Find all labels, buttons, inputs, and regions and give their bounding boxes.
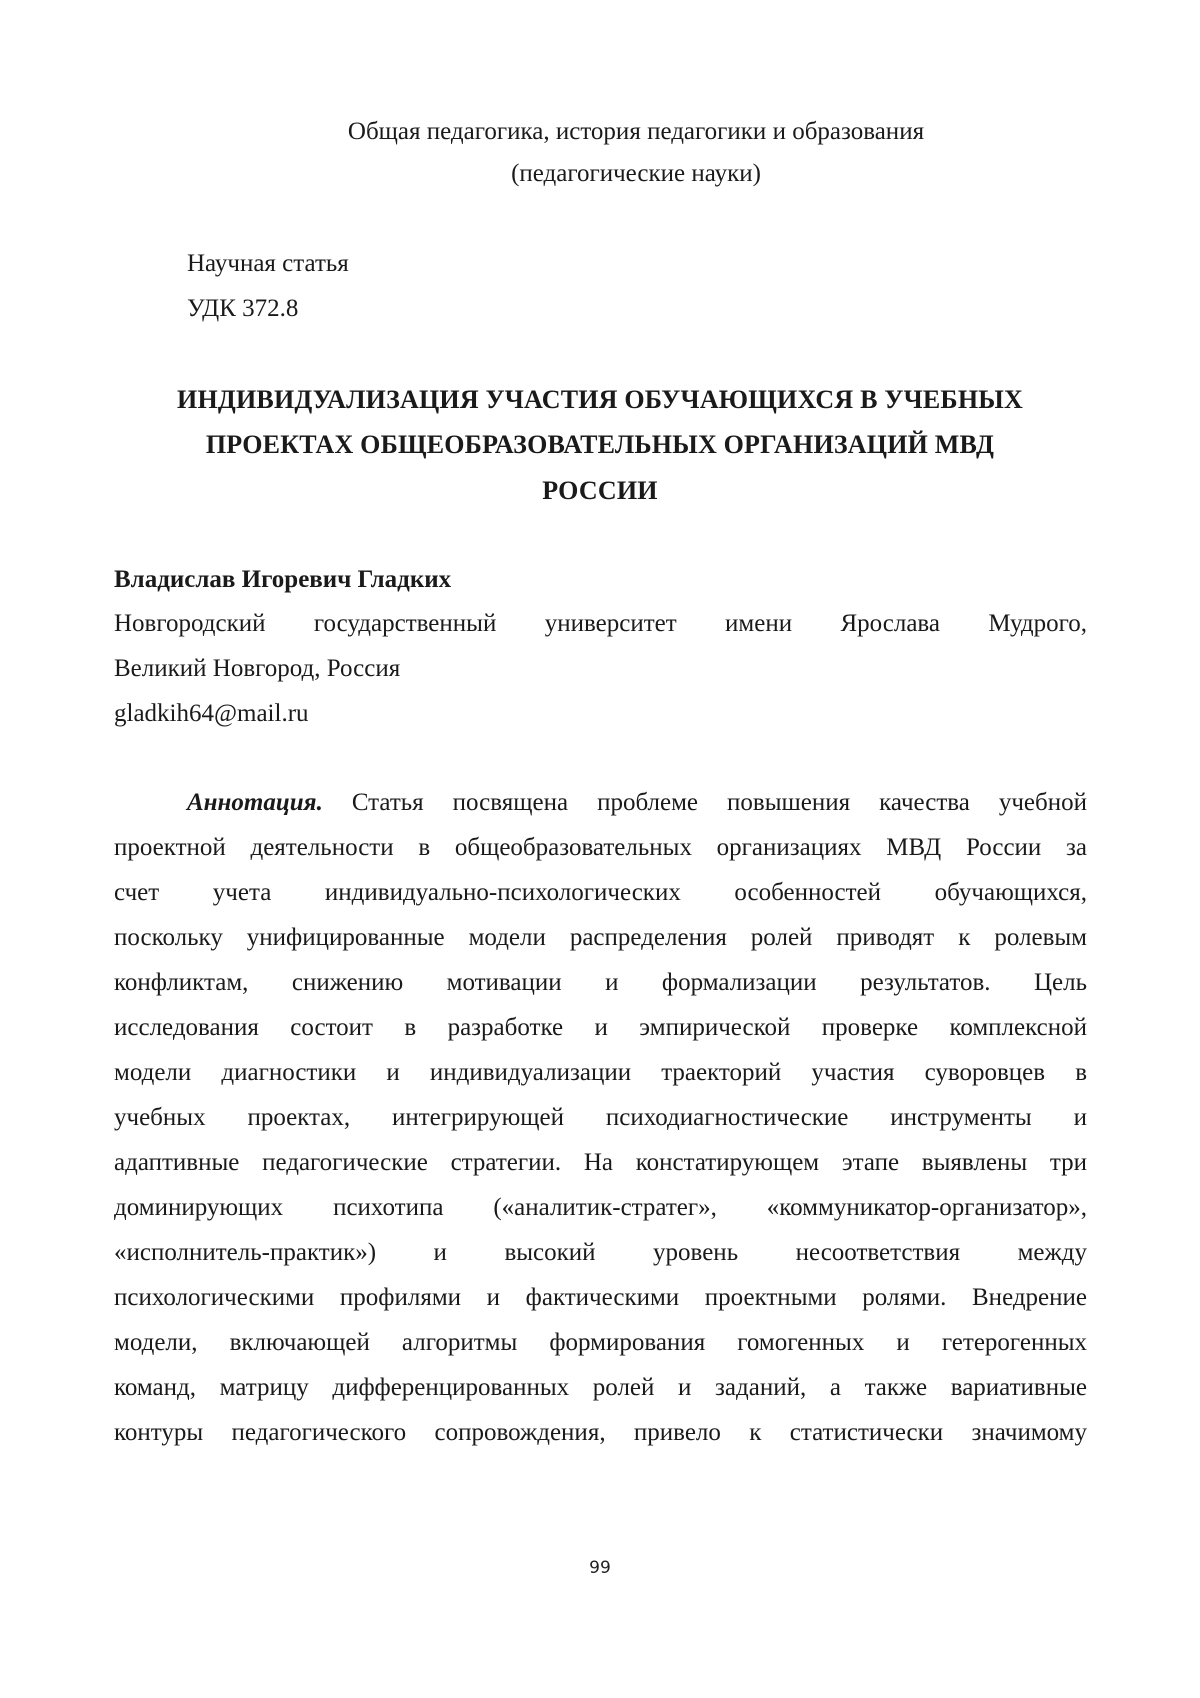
page-number: 99 [589, 1558, 611, 1578]
abstract-line: доминирующих психотипа («аналитик-стратег», «коммуникатор-организатор», [114, 1194, 1087, 1221]
author-affiliation-line-2: Великий Новгород, Россия [114, 655, 401, 682]
title-line-1: ИНДИВИДУАЛИЗАЦИЯ УЧАСТИЯ ОБУЧАЮЩИХСЯ В УЧЕБНЫХ [177, 385, 1023, 414]
abstract-line: модели диагностики и индивидуализации траекторий участия суворовцев в [114, 1059, 1087, 1086]
abstract-line: адаптивные педагогические стратегии. На констатирующем этапе выявлены три [114, 1149, 1087, 1176]
udc-code: УДК 372.8 [187, 295, 299, 322]
abstract-line: конфликтам, снижению мотивации и формализации результатов. Цель [114, 969, 1087, 996]
abstract-line: контуры педагогического сопровождения, привело к статистически значимому [114, 1419, 1087, 1446]
abstract-label: Аннотация. [187, 789, 323, 816]
abstract-line: счет учета индивидуально-психологических особенностей обучающихся, [114, 879, 1087, 906]
title-line-3: РОССИИ [542, 476, 658, 505]
abstract-line: поскольку унифицированные модели распределения ролей приводят к ролевым [114, 924, 1087, 951]
author-name: Владислав Игоревич Гладких [114, 566, 452, 593]
abstract-line: команд, матрицу дифференцированных ролей и заданий, а также вариативные [114, 1374, 1087, 1401]
rubric-line-1: Общая педагогика, история педагогики и образования [347, 118, 925, 145]
abstract-line: учебных проектах, интегрирующей психодиагностические инструменты и [114, 1104, 1087, 1131]
author-email: gladkih64@mail.ru [114, 700, 309, 727]
abstract-line: модели, включающей алгоритмы формирования гомогенных и гетерогенных [114, 1329, 1087, 1356]
author-affiliation-line-1: Новгородский государственный университет имени Ярослава Мудрого, [114, 610, 1087, 637]
abstract-line: проектной деятельности в общеобразовательных организациях МВД России за [114, 834, 1087, 861]
abstract-line: исследования состоит в разработке и эмпирической проверке комплексной [114, 1014, 1087, 1041]
article-type: Научная статья [187, 250, 349, 277]
title-line-2: ПРОЕКТАХ ОБЩЕОБРАЗОВАТЕЛЬНЫХ ОРГАНИЗАЦИЙ МВД [205, 430, 995, 459]
rubric-line-2: (педагогические науки) [511, 160, 761, 187]
abstract-line: психологическими профилями и фактическими проектными ролями. Внедрение [114, 1284, 1087, 1311]
abstract-first-line-text: Статья посвящена проблеме повышения качества учебной [351, 789, 1088, 816]
abstract-line: «исполнитель-практик») и высокий уровень несоответствия между [114, 1239, 1087, 1266]
abstract-first-line [187, 789, 1087, 817]
